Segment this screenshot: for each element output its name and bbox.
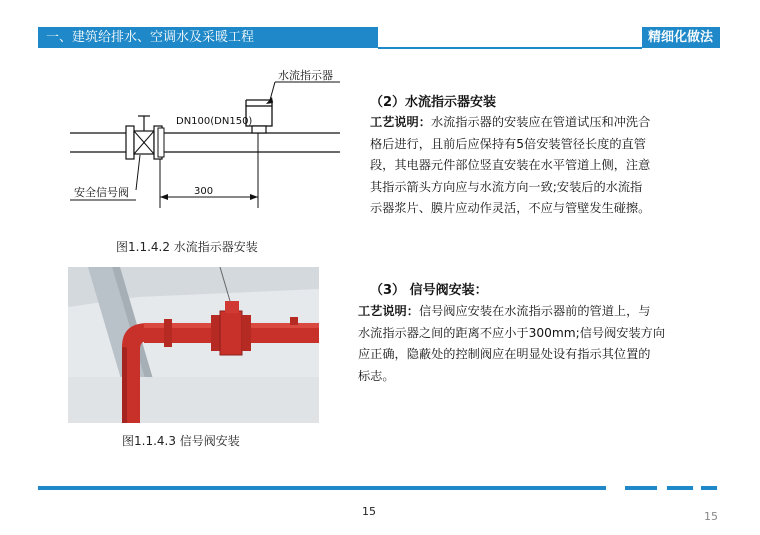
valve-actuator (225, 301, 239, 313)
photo-caption: 图1.1.4.3 信号阀安装 (122, 434, 240, 448)
section-3-title: （3） 信号阀安装： (370, 283, 488, 298)
section-2-line: 其指示箭头方向应与水流方向一致;安装后的水流指 (370, 179, 643, 194)
section-3-line: 水流指示器之间的距离不应小于300mm;信号阀安装方向 (358, 325, 666, 340)
header-tag (642, 27, 720, 48)
section-2-line: 格后进行，且前后应保持有5倍安装管径长度的直管 (370, 136, 646, 151)
section-2-line: 段，其电器元件部位竖直安装在水平管道上侧，注意 (370, 158, 651, 172)
footer-rule (38, 486, 606, 490)
footer-dash (667, 486, 693, 490)
section-3-body (358, 301, 665, 387)
header-title-bar (38, 27, 378, 48)
footer-dash (701, 486, 717, 490)
valve-body (220, 311, 242, 355)
page-number: 15 (362, 505, 376, 518)
left-flange (126, 126, 134, 159)
chapter-title: 一、建筑给排水、空调水及采暖工程 (46, 30, 255, 45)
footer-dash (625, 486, 657, 490)
diagram-caption: 图1.1.4.2 水流指示器安装 (116, 240, 258, 254)
page-number-corner: 15 (704, 510, 718, 523)
section-2-lead: 工艺说明： (370, 115, 431, 129)
indicator-neck (252, 126, 266, 133)
section-3-lead: 工艺说明： (358, 304, 419, 318)
section-3-line: 标志。 (358, 368, 395, 383)
coupling (158, 128, 164, 157)
valve-label: 安全信号阀 (74, 186, 129, 199)
header-rule (378, 47, 642, 49)
pipe-size-label: DN100(DN150) (176, 116, 253, 127)
section-2-line: 水流指示器的安装应在管道试压和冲洗合 (430, 115, 651, 129)
section-3-line: 信号阀应安装在水流指示器前的管道上，与 (418, 304, 651, 318)
header-tag-label: 精细化做法 (648, 30, 714, 45)
signal-valve-photo (68, 267, 319, 423)
section-2-line: 示器浆片、膜片应动作灵活，不应与管壁发生碰擦。 (370, 201, 651, 215)
section-3-line: 应正确，隐蔽处的控制阀应在明显处设有指示其位置的 (358, 347, 651, 361)
indicator-label: 水流指示器 (278, 69, 333, 82)
section-2-body (370, 112, 650, 220)
section-2-title: （2）水流指示器安装 (370, 95, 497, 110)
dimension-label: 300 (194, 186, 214, 197)
water-flow-indicator-diagram (70, 60, 360, 225)
